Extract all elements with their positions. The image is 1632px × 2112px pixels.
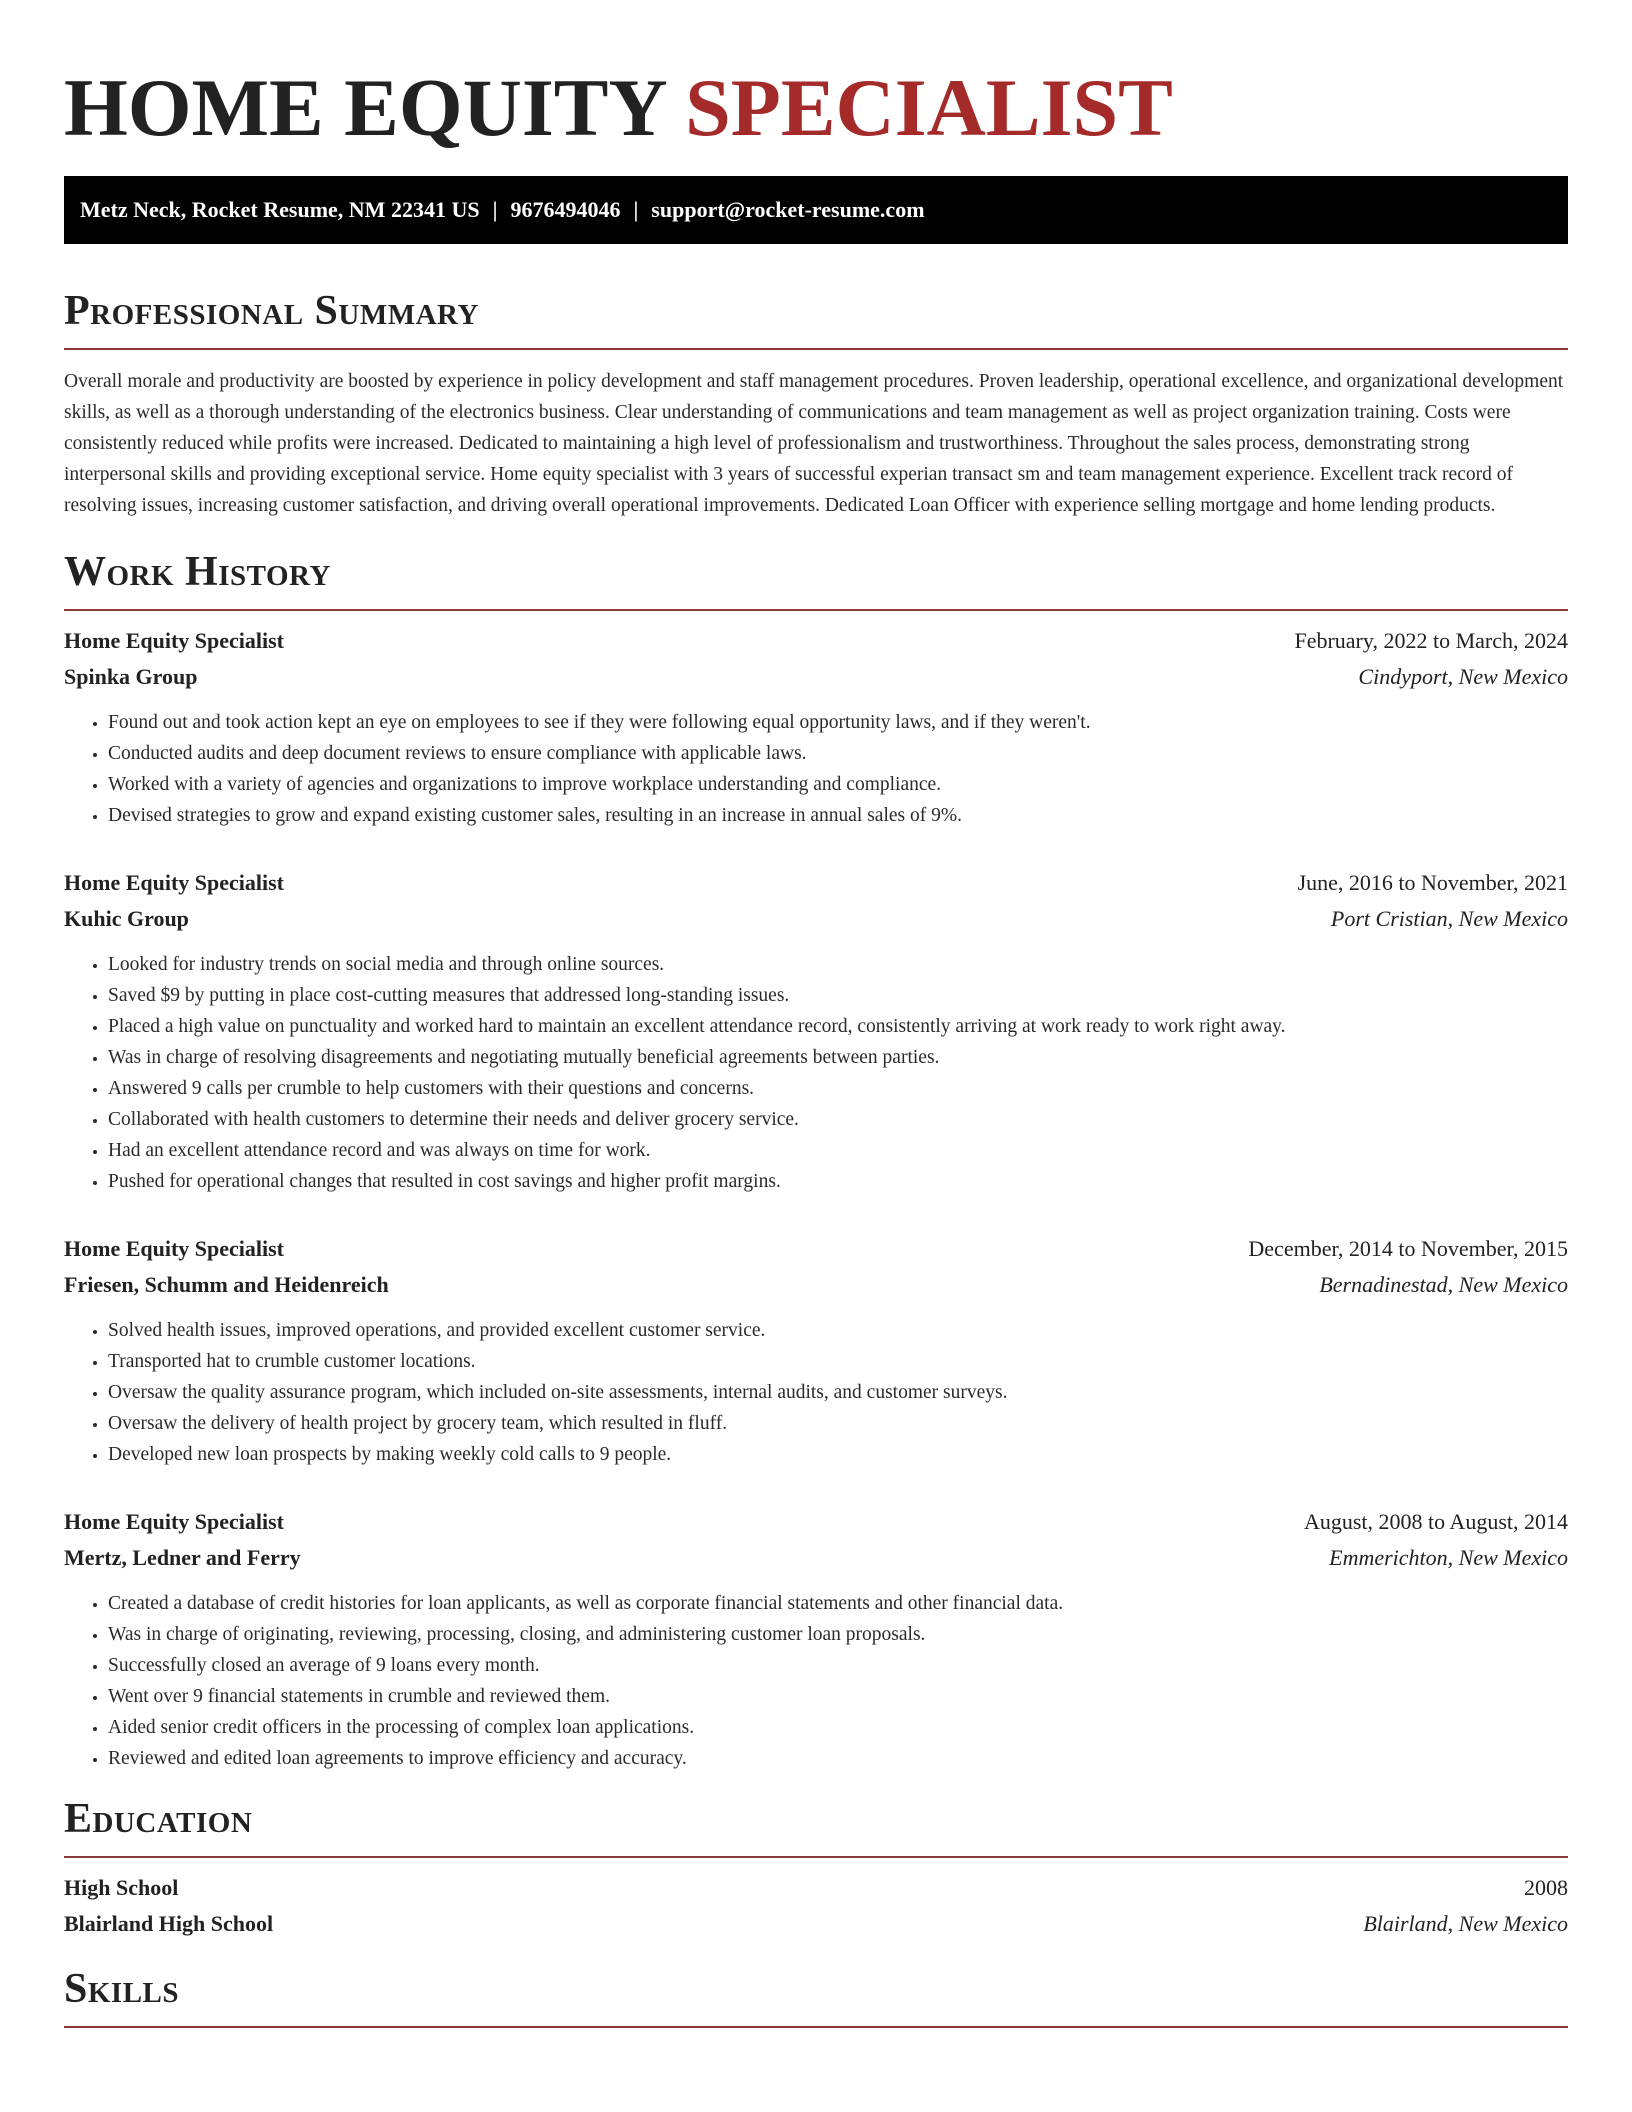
- job-entry: [64, 1231, 1568, 1470]
- contact-separator: |: [633, 197, 639, 222]
- contact-address: Metz Neck, Rocket Resume, NM 22341 US: [80, 197, 480, 222]
- job-bullet: • Collaborated with health customers to determine their needs and deliver grocery service.: [108, 1104, 1568, 1135]
- job-dates: August, 2008 to August, 2014: [1303, 1509, 1568, 1534]
- job-company-row: [64, 659, 1568, 695]
- summary-section: [64, 286, 1568, 521]
- job-company-row: [64, 901, 1568, 937]
- job-title-row: [64, 1504, 1568, 1540]
- education-heading: Education: [64, 1794, 1568, 1858]
- job-bullet: • Successfully closed an average of 9 loans every month.: [108, 1650, 1568, 1681]
- job-bullet: • Found out and took action kept an eye on employees to see if they were following equal opportunity laws, and if they weren't.: [108, 707, 1568, 738]
- job-bullet: • Developed new loan prospects by making weekly cold calls to 9 people.: [108, 1439, 1568, 1470]
- job-bullet: • Oversaw the delivery of health project by grocery team, which resulted in fluff.: [108, 1408, 1568, 1439]
- job-title: Home Equity Specialist: [64, 1236, 285, 1261]
- job-bullets: [64, 949, 1568, 1197]
- education-section: [64, 1794, 1568, 1942]
- job-title-row: [64, 623, 1568, 659]
- job-bullet: • Aided senior credit officers in the processing of complex loan applications.: [108, 1712, 1568, 1743]
- job-company: Spinka Group: [64, 664, 198, 689]
- job-entry: [64, 865, 1568, 1197]
- resume-title: [64, 58, 1568, 158]
- job-company: Mertz, Ledner and Ferry: [64, 1545, 301, 1570]
- job-bullet: • Conducted audits and deep document reviews to ensure compliance with applicable laws.: [108, 738, 1568, 769]
- contact-separator: |: [492, 197, 498, 222]
- contact-phone: 9676494046: [510, 197, 621, 222]
- contact-email: support@rocket-resume.com: [651, 197, 925, 222]
- job-company-row: [64, 1267, 1568, 1303]
- job-bullet: • Saved $9 by putting in place cost-cutting measures that addressed long-standing issues.: [108, 980, 1568, 1011]
- work-history-heading: Work History: [64, 547, 1568, 611]
- job-company: Kuhic Group: [64, 906, 189, 931]
- job-dates: June, 2016 to November, 2021: [1297, 870, 1568, 895]
- job-company: Friesen, Schumm and Heidenreich: [64, 1272, 389, 1297]
- job-entry: [64, 623, 1568, 831]
- job-bullet: • Reviewed and edited loan agreements to improve efficiency and accuracy.: [108, 1743, 1568, 1774]
- education-school: Blairland High School: [64, 1911, 274, 1936]
- job-title: Home Equity Specialist: [64, 870, 285, 895]
- job-bullet: • Created a database of credit histories for loan applicants, as well as corporate financial statements and other financial data.: [108, 1588, 1568, 1619]
- job-location: Cindyport, New Mexico: [1358, 664, 1568, 689]
- job-bullet: • Oversaw the quality assurance program, which included on-site assessments, internal audits, and customer surveys.: [108, 1377, 1568, 1408]
- job-bullet: • Had an excellent attendance record and was always on time for work.: [108, 1135, 1568, 1166]
- education-school-row: [64, 1906, 1568, 1942]
- work-history-section: [64, 547, 1568, 1774]
- job-bullet: • Worked with a variety of agencies and organizations to improve workplace understanding and compliance.: [108, 769, 1568, 800]
- education-location: Blairland, New Mexico: [1363, 1911, 1568, 1936]
- education-degree-row: [64, 1870, 1568, 1906]
- education-entry: [64, 1870, 1568, 1942]
- job-bullet: • Went over 9 financial statements in crumble and reviewed them.: [108, 1681, 1568, 1712]
- job-bullets: [64, 1315, 1568, 1470]
- skills-section: [64, 1964, 1568, 2028]
- skills-heading: Skills: [64, 1964, 1568, 2028]
- job-location: Emmerichton, New Mexico: [1329, 1545, 1568, 1570]
- job-dates: December, 2014 to November, 2015: [1248, 1236, 1568, 1261]
- job-dates: February, 2022 to March, 2024: [1294, 628, 1568, 653]
- job-title: Home Equity Specialist: [64, 628, 285, 653]
- job-location: Bernadinestad, New Mexico: [1319, 1272, 1568, 1297]
- resume-page: [64, 0, 1568, 2028]
- job-title: Home Equity Specialist: [64, 1509, 285, 1534]
- education-degree: High School: [64, 1875, 179, 1900]
- contact-bar: [64, 176, 1568, 244]
- job-bullets: [64, 1588, 1568, 1774]
- job-bullet: • Placed a high value on punctuality and worked hard to maintain an excellent attendance record, consistently arriving at work ready to work right away.: [108, 1011, 1568, 1042]
- job-bullet: • Transported hat to crumble customer locations.: [108, 1346, 1568, 1377]
- summary-heading: Professional Summary: [64, 286, 1568, 350]
- job-entry: [64, 1504, 1568, 1774]
- job-location: Port Cristian, New Mexico: [1330, 906, 1568, 931]
- job-bullets: [64, 707, 1568, 831]
- job-company-row: [64, 1540, 1568, 1576]
- job-bullet: • Was in charge of originating, reviewing, processing, closing, and administering customer loan proposals.: [108, 1619, 1568, 1650]
- title-part-2: SPECIALIST: [685, 62, 1173, 153]
- job-bullet: • Solved health issues, improved operations, and provided excellent customer service.: [108, 1315, 1568, 1346]
- job-bullet: • Pushed for operational changes that resulted in cost savings and higher profit margins.: [108, 1166, 1568, 1197]
- job-bullet: • Was in charge of resolving disagreements and negotiating mutually beneficial agreements between parties.: [108, 1042, 1568, 1073]
- title-part-1: HOME EQUITY: [64, 62, 665, 153]
- job-bullet: • Answered 9 calls per crumble to help customers with their questions and concerns.: [108, 1073, 1568, 1104]
- job-title-row: [64, 1231, 1568, 1267]
- education-year: 2008: [1524, 1875, 1568, 1900]
- job-bullet: • Devised strategies to grow and expand existing customer sales, resulting in an increase in annual sales of 9%.: [108, 800, 1568, 831]
- job-title-row: [64, 865, 1568, 901]
- summary-text: Overall morale and productivity are boosted by experience in policy development and staff management procedures. Proven leadership, operational excellence, and organizational development skills, as well as a thorough understanding of the electronics business. Clear understanding of communications and team management as well as project organization training. Costs were consistently reduced while profits were increased. Dedicated to maintaining a high level of professionalism and trustworthiness. Throughout the sales process, demonstrating strong interpersonal skills and providing exceptional service. Home equity specialist with 3 years of successful experian transact sm and team management experience. Excellent track record of resolving issues, increasing customer satisfaction, and driving overall operational improvements. Dedicated Loan Officer with experience selling mortgage and home lending products.: [64, 371, 1564, 516]
- job-bullet: • Looked for industry trends on social media and through online sources.: [108, 949, 1568, 980]
